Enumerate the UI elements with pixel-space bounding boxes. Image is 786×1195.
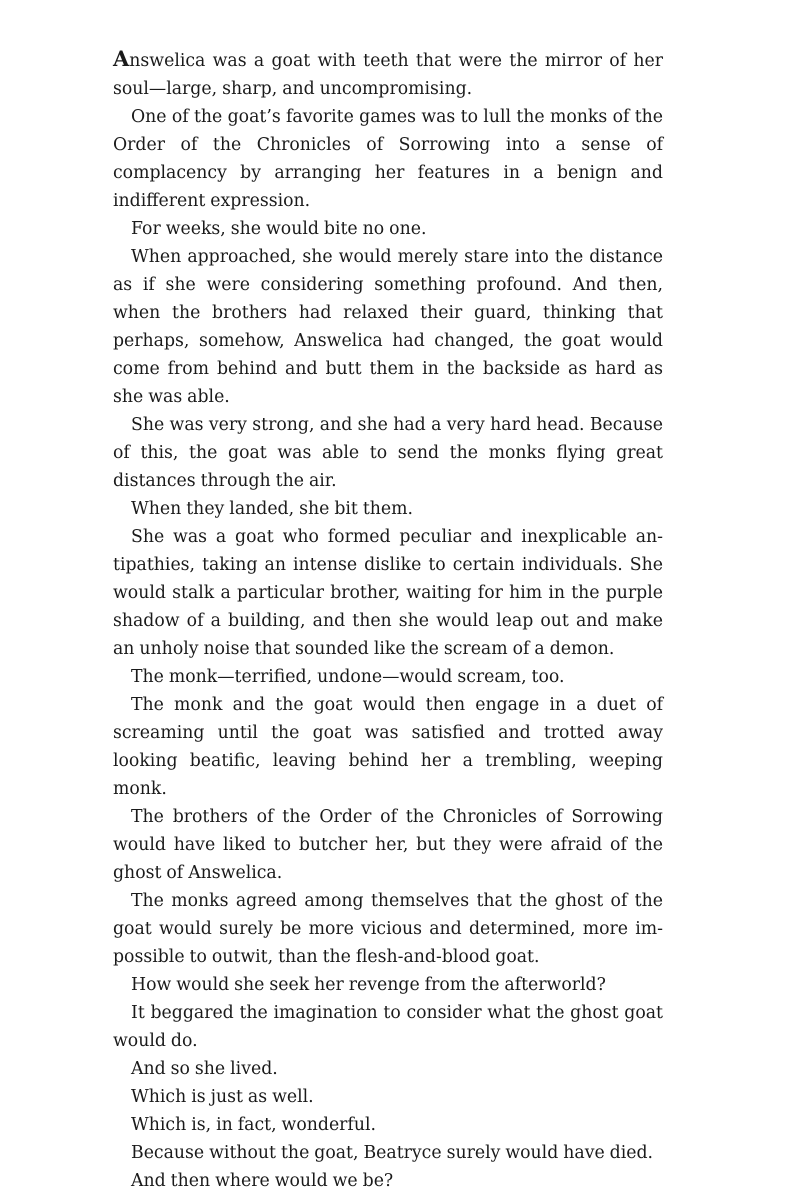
paragraph-7: The monk—terrified, undone—would scream, too. <box>131 667 565 687</box>
opening-paragraph <box>113 45 663 103</box>
initial-letter: A <box>113 46 130 71</box>
paragraph-17: And then where would we be? <box>131 1171 394 1191</box>
paragraph-4: She was very strong, and she had a very hard head. Because of this, the goat was able to send the monks flying great distances through the air. <box>113 415 663 491</box>
paragraph-16: Because without the goat, Beatryce surely would have died. <box>131 1143 654 1163</box>
paragraph-1: One of the goat’s favorite games was to lull the monks of the Order of the Chronicles of Sorrowing into a sense of complacency by arranging her features in a benign and indifferent expression. <box>113 107 663 211</box>
paragraph-14: Which is just as well. <box>131 1087 314 1107</box>
paragraph-6: She was a goat who formed peculiar and inexplicable antipathies, taking an intense dislike to certain individuals. She would stalk a particular brother, waiting for him in the purple shadow of a building, and then she would leap out and make an unholy noise that sounded like the scream of a demon. <box>113 527 663 659</box>
paragraph-11: How would she seek her revenge from the afterworld? <box>131 975 606 995</box>
paragraph-3: When approached, she would merely stare into the distance as if she were considering something profound. And then, when the brothers had relaxed their guard, thinking that perhaps, somehow, Answelica had changed, the goat would come from behind and butt them in the backside as hard as she was able. <box>113 247 663 407</box>
paragraph-9: The brothers of the Order of the Chronicles of Sorrowing would have liked to butcher her, but they were afraid of the ghost of Answelica. <box>113 807 663 883</box>
paragraph-15: Which is, in fact, wonderful. <box>131 1115 376 1135</box>
paragraph-8: The monk and the goat would then engage in a duet of screaming until the goat was satisfied and trotted away looking beatific, leaving behind her a trembling, weeping monk. <box>113 695 663 799</box>
book-page <box>113 45 663 1195</box>
paragraph-13: And so she lived. <box>131 1059 278 1079</box>
opening-paragraph-text: nswelica was a goat with teeth that were the mirror of her soul—large, sharp, and uncompromising. <box>113 51 663 99</box>
paragraph-2: For weeks, she would bite no one. <box>131 219 427 239</box>
paragraph-12: It beggared the imagination to consider what the ghost goat would do. <box>113 1003 663 1051</box>
paragraph-5: When they landed, she bit them. <box>131 499 414 519</box>
paragraph-10: The monks agreed among themselves that the ghost of the goat would surely be more vicious and determined, more impossible to outwit, than the flesh-and-blood goat. <box>113 891 663 967</box>
